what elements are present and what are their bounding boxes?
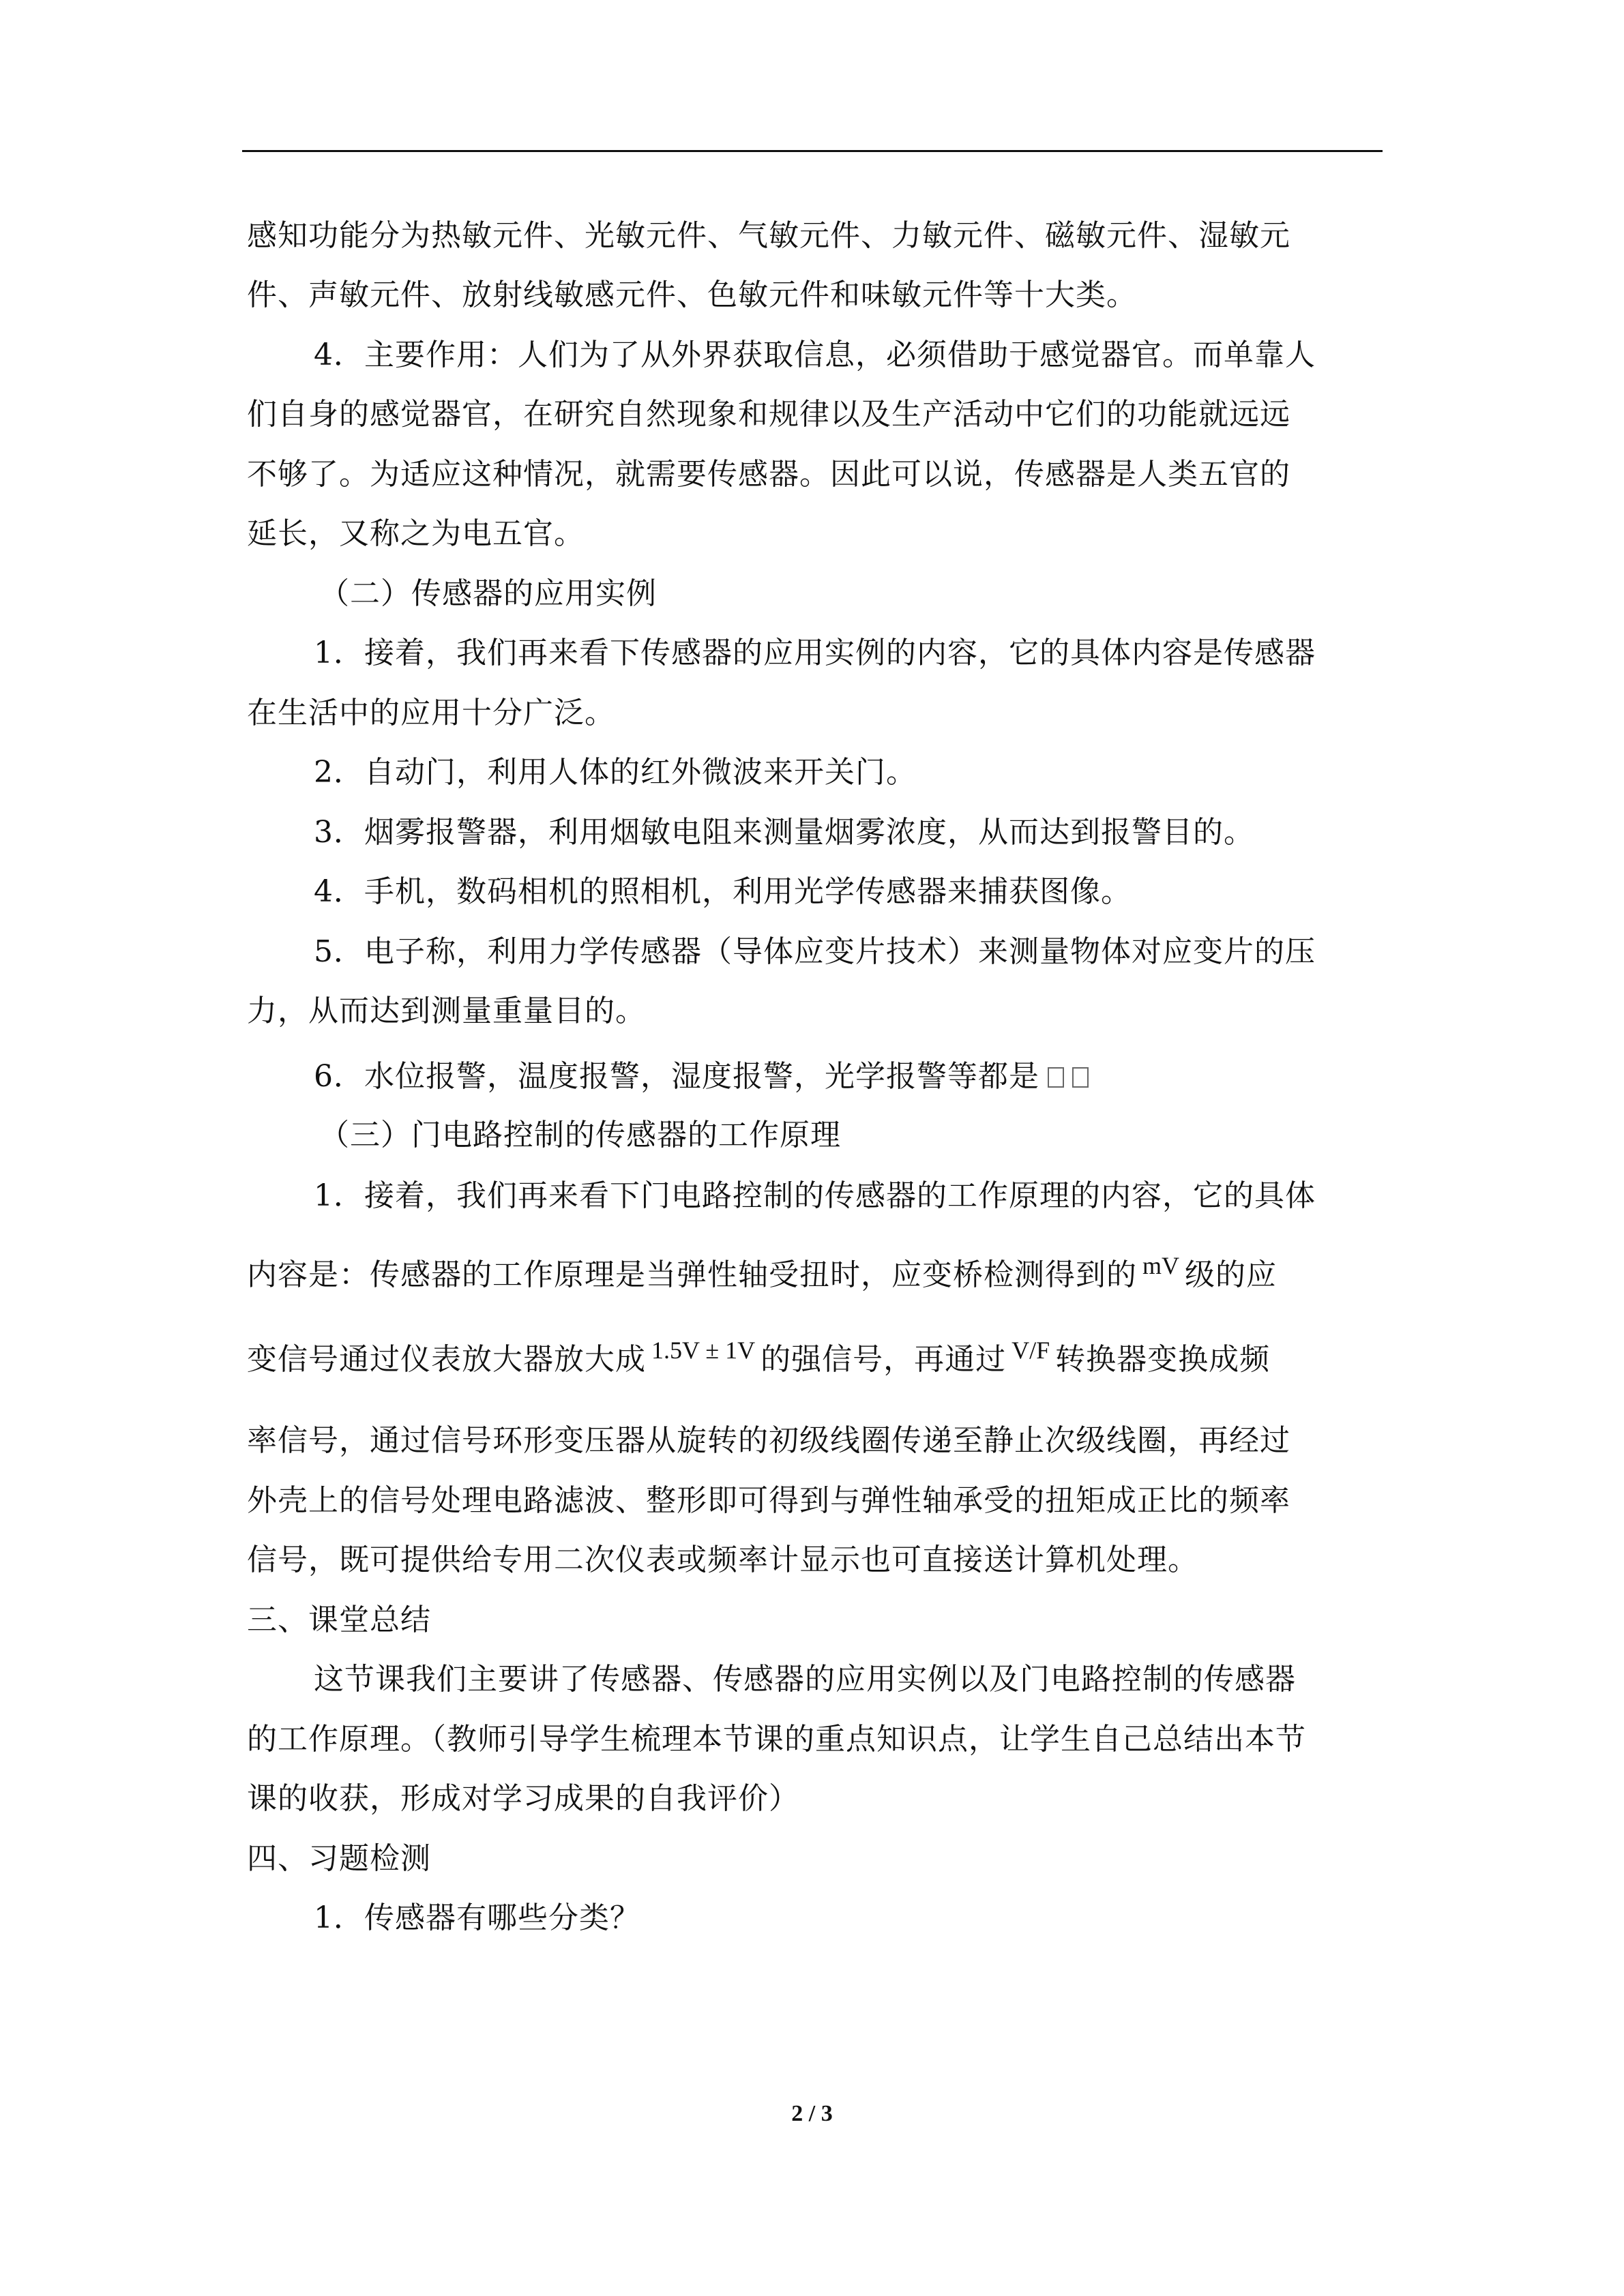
text-line-16-start: 内容是：传感器的工作原理是当弹性轴受扭时，应变桥检测得到的	[247, 1257, 1137, 1292]
question-1: 1．传感器有哪些分类？	[314, 1900, 640, 1935]
text-line-7: 1．接着，我们再来看下传感器的应用实例的内容，它的具体内容是传感器	[314, 636, 1316, 670]
formula-mv: mV	[1142, 1252, 1179, 1279]
text-line-17-end: 转换器变换成频	[1055, 1342, 1271, 1377]
text-line-17-middle: 的强信号，再通过	[761, 1342, 1007, 1377]
text-line-17-start: 变信号通过仪表放大器放大成	[247, 1342, 646, 1377]
text-line-1: 感知功能分为热敏元件、光敏元件、气敏元件、力敏元件、磁敏元件、湿敏元	[247, 218, 1290, 253]
text-line-19: 外壳上的信号处理电路滤波、整形即可得到与弹性轴承受的扭矩成正比的频率	[247, 1483, 1290, 1518]
text-line-22: 的工作原理。（教师引导学生梳理本节课的重点知识点，让学生自己总结出本节	[247, 1722, 1306, 1757]
text-line-17	[247, 1331, 1271, 1377]
text-line-9: 2．自动门，利用人体的红外微波来开关门。	[314, 755, 917, 790]
text-line-5: 不够了。为适应这种情况，就需要传感器。因此可以说，传感器是人类五官的	[247, 457, 1290, 492]
formula-vf: V/F	[1012, 1337, 1050, 1364]
text-line-23: 课的收获，形成对学习成果的自我评价）	[247, 1781, 799, 1816]
missing-glyph-icon	[1048, 1067, 1064, 1088]
text-line-8: 在生活中的应用十分广泛。	[247, 696, 615, 730]
section-heading-2: （二）传感器的应用实例	[319, 576, 657, 611]
section-heading-summary: 三、课堂总结	[247, 1602, 431, 1637]
text-line-3: 4．主要作用：人们为了从外界获取信息，必须借助于感觉器官。而单靠人	[314, 338, 1316, 372]
text-line-14-content: 6．水位报警，温度报警，湿度报警，光学报警等都是	[314, 1059, 1039, 1094]
section-heading-3: （三）门电路控制的传感器的工作原理	[319, 1118, 841, 1152]
text-line-6: 延长，又称之为电五官。	[247, 516, 585, 551]
text-line-18: 率信号，通过信号环形变压器从旋转的初级线圈传递至静止次级线圈，再经过	[247, 1423, 1290, 1458]
text-line-16	[247, 1247, 1277, 1292]
text-line-21: 这节课我们主要讲了传感器、传感器的应用实例以及门电路控制的传感器	[314, 1662, 1296, 1697]
text-line-12: 5．电子称，利用力学传感器（导体应变片技术）来测量物体对应变片的压	[314, 934, 1316, 969]
text-line-13: 力，从而达到测量重量目的。	[247, 994, 646, 1028]
section-heading-exercise: 四、习题检测	[247, 1841, 431, 1876]
missing-glyph-icon	[1072, 1067, 1089, 1088]
text-line-10: 3．烟雾报警器，利用烟敏电阻来测量烟雾浓度，从而达到报警目的。	[314, 815, 1254, 850]
text-line-16-end: 级的应	[1185, 1257, 1277, 1292]
text-line-4: 们自身的感觉器官，在研究自然现象和规律以及生产活动中它们的功能就远远	[247, 397, 1290, 432]
page-number: 2 / 3	[791, 2101, 833, 2126]
header-rule	[242, 150, 1383, 152]
text-line-11: 4．手机，数码相机的照相机，利用光学传感器来捕获图像。	[314, 874, 1132, 909]
text-line-20: 信号，既可提供给专用二次仪表或频率计显示也可直接送计算机处理。	[247, 1542, 1198, 1577]
formula-voltage: 1.5V ± 1V	[651, 1337, 756, 1364]
text-line-2: 件、声敏元件、放射线敏感元件、色敏元件和味敏元件等十大类。	[247, 278, 1137, 312]
text-line-15: 1．接着，我们再来看下门电路控制的传感器的工作原理的内容，它的具体	[314, 1178, 1316, 1213]
text-line-14	[314, 1058, 1089, 1096]
